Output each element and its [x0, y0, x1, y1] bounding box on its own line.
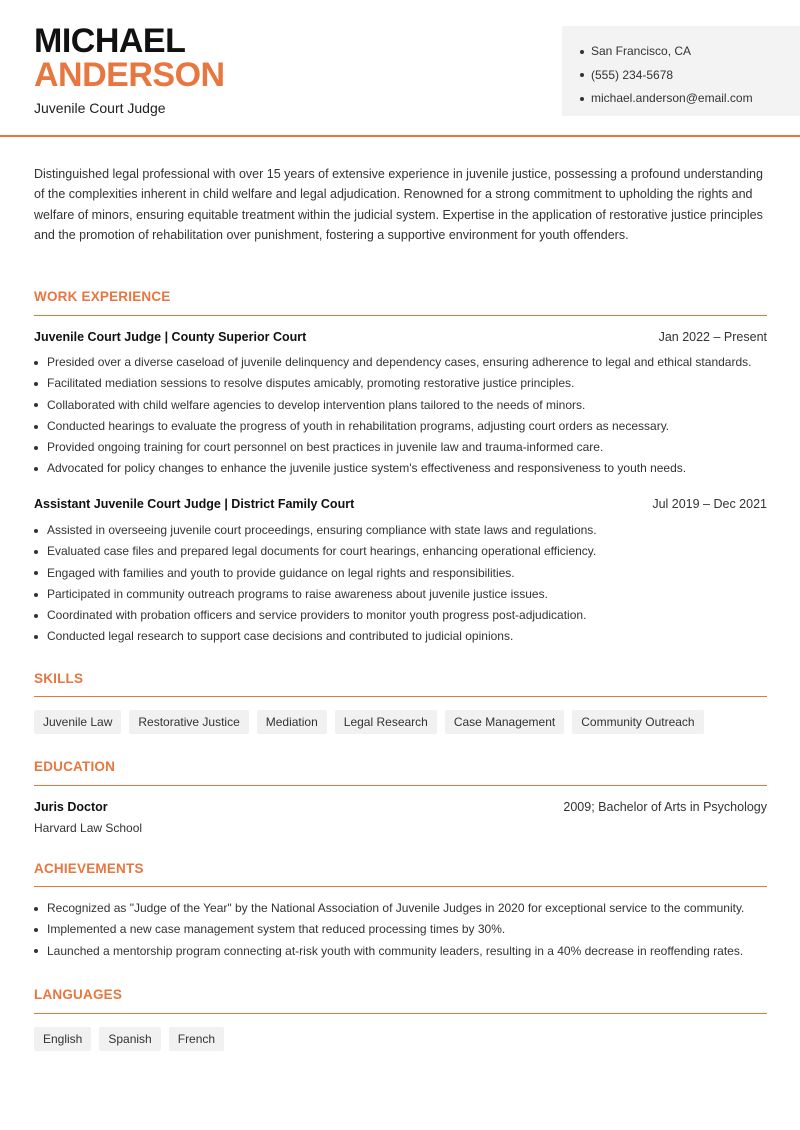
bullet-icon: [34, 446, 38, 450]
bullet-icon: [34, 571, 38, 575]
contact-email[interactable]: [580, 87, 800, 111]
school: Harvard Law School: [34, 821, 143, 835]
job-role: Assistant Juvenile Court Judge | District Family Court: [34, 497, 355, 511]
education-meta: 2009; Bachelor of Arts in Psychology: [563, 800, 767, 814]
job-role: Juvenile Court Judge | County Superior Court: [34, 330, 307, 344]
section-title-achievements: ACHIEVEMENTS: [34, 861, 144, 876]
bullet-icon: [34, 614, 38, 618]
bullet-icon: [580, 73, 584, 77]
languages-list: [34, 1027, 224, 1051]
list-item: Participated in community outreach programs to raise awareness about juvenile justice issues.: [34, 584, 769, 605]
section-divider: [34, 886, 767, 887]
list-item: Evaluated case files and prepared legal documents for court hearings, enhancing operational efficiency.: [34, 541, 769, 562]
list-item: Engaged with families and youth to provide guidance on legal rights and responsibilities.: [34, 563, 769, 584]
section-title-skills: SKILLS: [34, 671, 84, 686]
bullet-icon: [34, 425, 38, 429]
section-title-languages: LANGUAGES: [34, 987, 123, 1002]
language-tag: English: [34, 1027, 91, 1051]
location-text: San Francisco, CA: [591, 44, 692, 58]
bullet-icon: [34, 550, 38, 554]
list-item: Facilitated mediation sessions to resolve disputes amicably, promoting restorative justice principles.: [34, 373, 769, 394]
bullet-icon: [34, 382, 38, 386]
list-item: Conducted hearings to evaluate the progress of youth in rehabilitation programs, adjusting court orders as necessary.: [34, 416, 769, 437]
bullet-icon: [34, 403, 38, 407]
job-bullets: [34, 520, 769, 648]
bullet-icon: [580, 50, 584, 54]
contact-location: [580, 40, 800, 64]
bullet-icon: [34, 529, 38, 533]
list-item: Conducted legal research to support case decisions and contributed to judicial opinions.: [34, 626, 769, 647]
first-name: MICHAEL: [34, 22, 186, 60]
bullet-icon: [34, 907, 38, 911]
last-name: ANDERSON: [34, 56, 225, 94]
section-title-education: EDUCATION: [34, 759, 116, 774]
section-divider: [34, 785, 767, 786]
summary: Distinguished legal professional with over 15 years of extensive experience in juvenile justice, possessing a profound understanding of the complexities inherent in child welfare and legal adjudication. Renowned for a strong commitment to upholding the rights and welfare of minors, ensuring equitable treatment within the judicial system. Expertise in the application of restorative justice principles and the promotion of rehabilitation over punishment, fostering a supportive environment for youth offenders.: [34, 167, 763, 242]
job-dates: Jul 2019 – Dec 2021: [652, 497, 767, 511]
skills-list: [34, 710, 704, 734]
bullet-icon: [34, 928, 38, 932]
list-item: Provided ongoing training for court personnel on best practices in juvenile law and trauma-informed care.: [34, 437, 769, 458]
job-title: Juvenile Court Judge: [34, 100, 166, 116]
bullet-icon: [34, 635, 38, 639]
list-item: Recognized as "Judge of the Year" by the National Association of Juvenile Judges in 2020 for exceptional service to the community.: [34, 898, 769, 919]
skill-tag: Mediation: [257, 710, 327, 734]
section-divider: [34, 315, 767, 316]
education-row: [34, 800, 767, 814]
list-item: Implemented a new case management system that reduced processing times by 30%.: [34, 919, 769, 940]
list-item: Collaborated with child welfare agencies to develop intervention plans tailored to the needs of minors.: [34, 395, 769, 416]
email-link[interactable]: michael.anderson@email.com: [591, 91, 753, 105]
skill-tag: Community Outreach: [572, 710, 703, 734]
bullet-icon: [34, 593, 38, 597]
job-header: [34, 330, 767, 344]
achievements-list: [34, 898, 769, 962]
language-tag: French: [169, 1027, 224, 1051]
job-dates: Jan 2022 – Present: [658, 330, 767, 344]
section-divider: [34, 1013, 767, 1014]
section-divider: [34, 696, 767, 697]
bullet-icon: [580, 97, 584, 101]
skill-tag: Legal Research: [335, 710, 437, 734]
list-item: Advocated for policy changes to enhance the juvenile justice system's effectiveness and responsiveness to youth needs.: [34, 458, 769, 479]
bullet-icon: [34, 467, 38, 471]
skill-tag: Restorative Justice: [129, 710, 248, 734]
list-item: Presided over a diverse caseload of juvenile delinquency and dependency cases, ensuring adherence to legal and ethical standards.: [34, 352, 769, 373]
bullet-icon: [34, 361, 38, 365]
phone-text: (555) 234-5678: [591, 67, 674, 82]
skill-tag: Juvenile Law: [34, 710, 121, 734]
section-title-work: WORK EXPERIENCE: [34, 289, 171, 304]
bullet-icon: [34, 949, 38, 953]
list-item: Coordinated with probation officers and service providers to monitor youth progress post-adjudication.: [34, 605, 769, 626]
job-bullets: [34, 352, 769, 480]
contact-phone: [580, 64, 800, 88]
list-item: Launched a mentorship program connecting at-risk youth with community leaders, resulting in a 40% decrease in reoffending rates.: [34, 941, 769, 962]
degree: Juris Doctor: [34, 800, 108, 814]
resume-header: [0, 0, 800, 137]
list-item: Assisted in overseeing juvenile court proceedings, ensuring compliance with state laws and regulations.: [34, 520, 769, 541]
job-header: [34, 497, 767, 511]
contact-box: [562, 26, 800, 116]
skill-tag: Case Management: [445, 710, 564, 734]
language-tag: Spanish: [99, 1027, 160, 1051]
